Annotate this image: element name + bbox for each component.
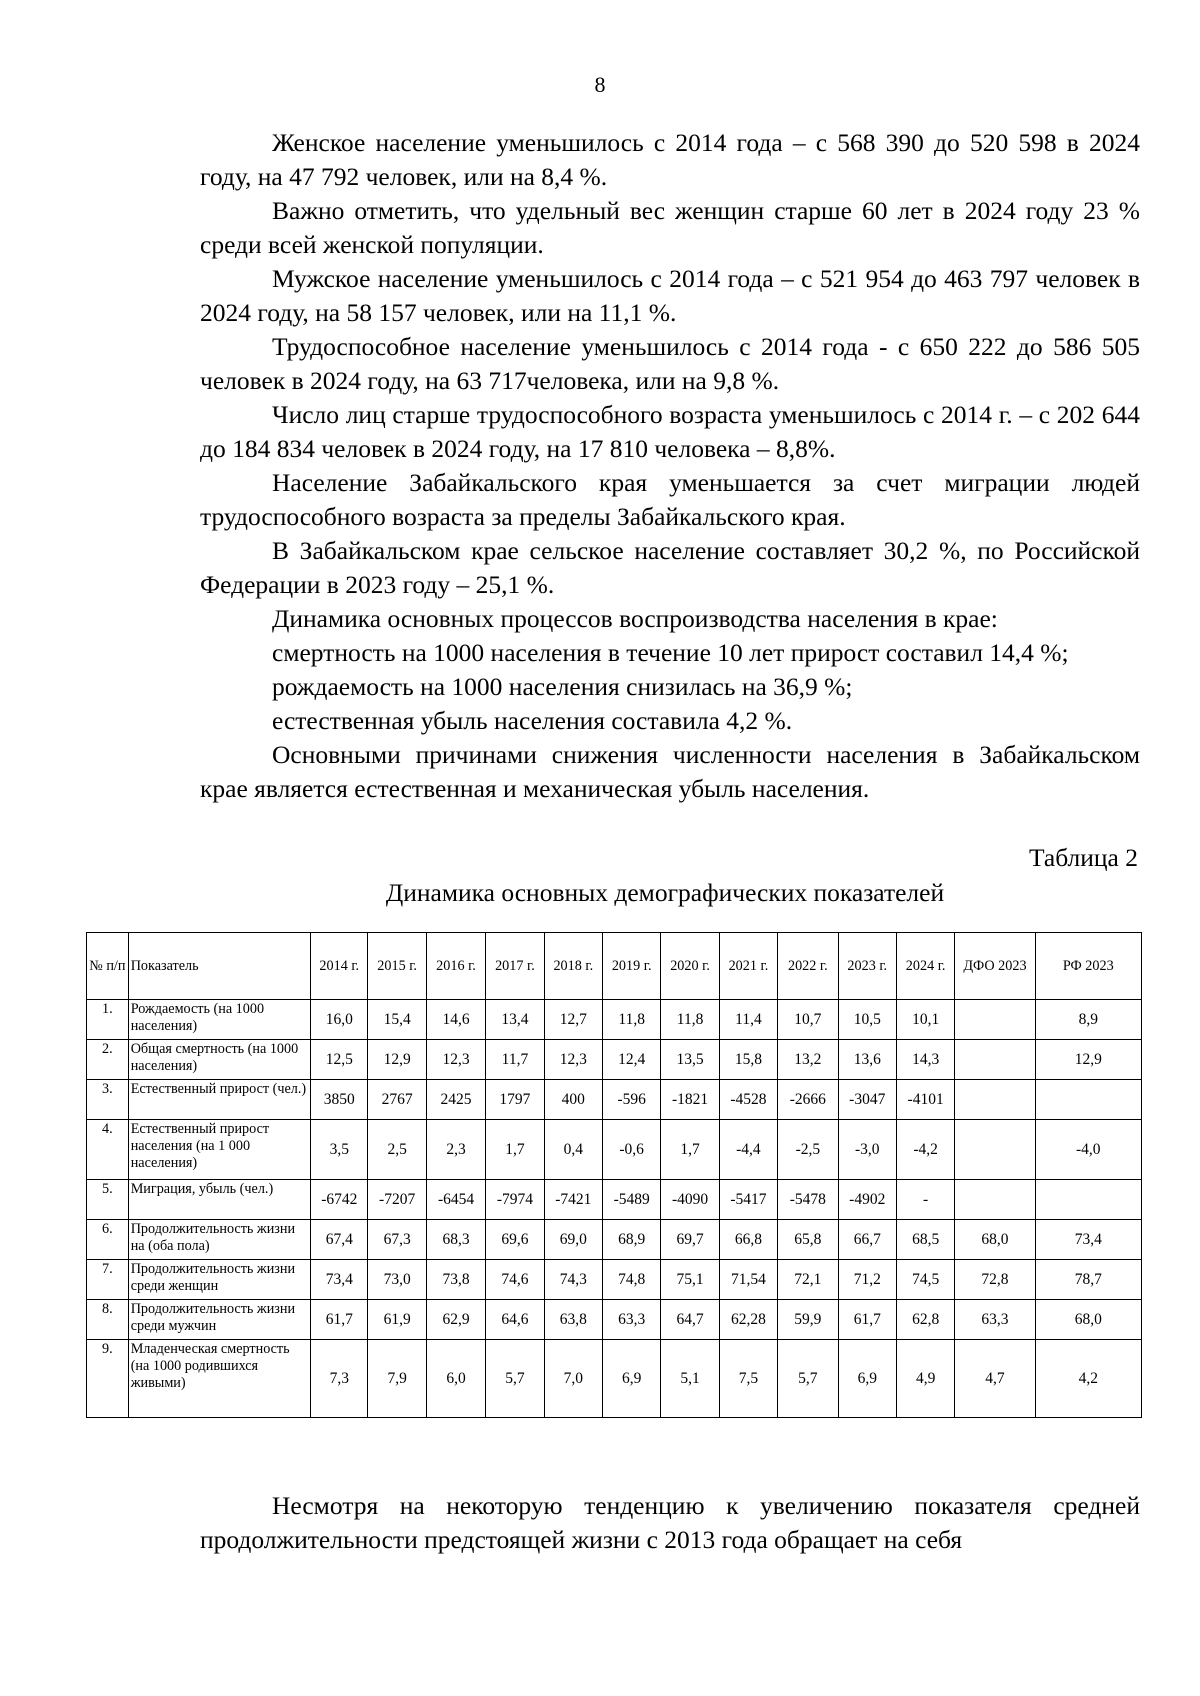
table-cell: 69,7 [661, 1220, 719, 1260]
paragraph: Несмотря на некоторую тенденцию к увеличению показателя средней продолжительности предстоящей жизни с 2013 года обращает на себя [200, 1491, 1140, 1554]
table-cell [955, 1120, 1035, 1180]
table-cell: 1797 [486, 1080, 544, 1120]
table-cell: -5417 [719, 1180, 777, 1220]
table-cell: 11,7 [486, 1040, 544, 1080]
table-cell: 11,8 [602, 1000, 660, 1040]
paragraph: В Забайкальском крае сельское население составляет 30,2 %, по Российской Федерации в 2023 году – 25,1 %. [200, 536, 1140, 599]
header-column: 2014 г. [311, 933, 368, 1000]
table-cell: -4090 [661, 1180, 719, 1220]
table-cell: -1821 [661, 1080, 719, 1120]
table-cell: 12,5 [311, 1040, 368, 1080]
table-cell: 74,3 [544, 1260, 602, 1300]
table-cell: 62,28 [719, 1300, 777, 1340]
table-cell: 71,2 [838, 1260, 896, 1300]
table-cell: 13,4 [486, 1000, 544, 1040]
row-number: 7. [87, 1260, 129, 1300]
table-cell: 400 [544, 1080, 602, 1120]
table-cell: 59,9 [778, 1300, 838, 1340]
row-number: 6. [87, 1220, 129, 1260]
table-cell: -4101 [896, 1080, 954, 1120]
table-cell: 68,3 [426, 1220, 485, 1260]
table-cell: -596 [602, 1080, 660, 1120]
header-column: 2024 г. [896, 933, 954, 1000]
table-cell: 68,0 [955, 1220, 1035, 1260]
table-cell: 5,7 [486, 1340, 544, 1418]
table-cell: 2425 [426, 1080, 485, 1120]
header-indicator: Показатель [128, 933, 310, 1000]
table-cell: 69,0 [544, 1220, 602, 1260]
table-cell: -3,0 [838, 1120, 896, 1180]
table-cell [1035, 1080, 1141, 1120]
row-number: 2. [87, 1040, 129, 1080]
table-cell: 0,4 [544, 1120, 602, 1180]
header-column: 2019 г. [602, 933, 660, 1000]
table-cell: -4,2 [896, 1120, 954, 1180]
table-cell: 15,4 [368, 1000, 426, 1040]
table-cell: 10,5 [838, 1000, 896, 1040]
indicator-name: Продолжительность жизни на (оба пола) [128, 1220, 310, 1260]
table-cell: -5478 [778, 1180, 838, 1220]
table-cell: 78,7 [1035, 1260, 1141, 1300]
table-cell: 12,3 [544, 1040, 602, 1080]
table-cell: - [896, 1180, 954, 1220]
table-cell: 5,1 [661, 1340, 719, 1418]
table-row [87, 1300, 1142, 1340]
table-label: Таблица 2 [1028, 843, 1138, 872]
header-column: 2023 г. [838, 933, 896, 1000]
table-row [87, 1080, 1142, 1120]
row-number: 1. [87, 1000, 129, 1040]
table-cell: -2,5 [778, 1120, 838, 1180]
table-cell: 13,2 [778, 1040, 838, 1080]
indicator-name: Продолжительность жизни среди мужчин [128, 1300, 310, 1340]
table-cell: 74,6 [486, 1260, 544, 1300]
header-column: 2022 г. [778, 933, 838, 1000]
header-column: РФ 2023 [1035, 933, 1141, 1000]
paragraph: Основными причинами снижения численности населения в Забайкальском крае является естественная и механическая убыль населения. [200, 740, 1140, 803]
table-cell: 2,5 [368, 1120, 426, 1180]
table-cell: 71,54 [719, 1260, 777, 1300]
table-cell: 3,5 [311, 1120, 368, 1180]
table-cell: 65,8 [778, 1220, 838, 1260]
table-cell: 61,9 [368, 1300, 426, 1340]
bottom-text [200, 1489, 1140, 1557]
table-title: Динамика основных демографических показателей [385, 878, 945, 907]
paragraph: рождаемость на 1000 населения снизилась на 36,9 %; [272, 672, 853, 701]
table-cell: -2666 [778, 1080, 838, 1120]
table-cell: -0,6 [602, 1120, 660, 1180]
table-cell: 67,4 [311, 1220, 368, 1260]
table-cell: 12,9 [368, 1040, 426, 1080]
table-cell: 12,7 [544, 1000, 602, 1040]
table-row [87, 1120, 1142, 1180]
table-cell: 73,4 [311, 1260, 368, 1300]
row-number: 5. [87, 1180, 129, 1220]
paragraph: естественная убыль населения составила 4,2 %. [272, 706, 793, 735]
paragraph: Динамика основных процессов воспроизводства населения в крае: [272, 604, 998, 633]
paragraph: Число лиц старше трудоспособного возраста уменьшилось с 2014 г. – с 202 644 до 184 834 человек в 2024 году, на 17 810 человека – 8,8%. [200, 400, 1140, 463]
table-cell: 74,8 [602, 1260, 660, 1300]
header-column: 2017 г. [486, 933, 544, 1000]
table-cell: 14,3 [896, 1040, 954, 1080]
table-cell: 7,3 [311, 1340, 368, 1418]
table-cell: -4902 [838, 1180, 896, 1220]
table-cell [1035, 1180, 1141, 1220]
table-row [87, 1340, 1142, 1418]
indicator-name: Общая смертность (на 1000 населения) [128, 1040, 310, 1080]
table-cell: 1,7 [661, 1120, 719, 1180]
table-cell [955, 1040, 1035, 1080]
table-row [87, 1220, 1142, 1260]
table-cell: 63,3 [955, 1300, 1035, 1340]
table-cell: -3047 [838, 1080, 896, 1120]
table-cell: 72,1 [778, 1260, 838, 1300]
table-cell: -7207 [368, 1180, 426, 1220]
table-cell: 4,9 [896, 1340, 954, 1418]
row-number: 9. [87, 1340, 129, 1418]
table-cell: 63,3 [602, 1300, 660, 1340]
table-cell: 68,9 [602, 1220, 660, 1260]
table-cell: 3850 [311, 1080, 368, 1120]
table-cell [955, 1180, 1035, 1220]
table-cell: 74,5 [896, 1260, 954, 1300]
paragraph: Женское население уменьшилось с 2014 года – с 568 390 до 520 598 в 2024 году, на 47 792 человек, или на 8,4 %. [200, 128, 1140, 191]
table-cell: 75,1 [661, 1260, 719, 1300]
table-cell: 15,8 [719, 1040, 777, 1080]
table-cell: 11,8 [661, 1000, 719, 1040]
table-cell: 73,4 [1035, 1220, 1141, 1260]
paragraph: Население Забайкальского края уменьшается за счет миграции людей трудоспособного возраста за пределы Забайкальского края. [200, 468, 1140, 531]
table-cell: 64,6 [486, 1300, 544, 1340]
table-cell: 61,7 [838, 1300, 896, 1340]
row-number: 4. [87, 1120, 129, 1180]
page-number: 8 [594, 72, 606, 97]
table-cell: 4,7 [955, 1340, 1035, 1418]
table-cell: 68,5 [896, 1220, 954, 1260]
indicator-name: Младенческая смертность (на 1000 родившихся живыми) [128, 1340, 310, 1418]
header-column: ДФО 2023 [955, 933, 1035, 1000]
table-cell: 72,8 [955, 1260, 1035, 1300]
table-cell: 13,5 [661, 1040, 719, 1080]
header-column: 2018 г. [544, 933, 602, 1000]
paragraph: смертность на 1000 населения в течение 10 лет прирост составил 14,4 %; [272, 638, 1069, 667]
table-cell: 63,8 [544, 1300, 602, 1340]
table-cell: 7,5 [719, 1340, 777, 1418]
row-number: 8. [87, 1300, 129, 1340]
table-cell: 13,6 [838, 1040, 896, 1080]
table-cell: -5489 [602, 1180, 660, 1220]
header-number: № п/п [87, 933, 129, 1000]
table-cell: 1,7 [486, 1120, 544, 1180]
paragraph: Трудоспособное население уменьшилось с 2014 года - с 650 222 до 586 505 человек в 2024 году, на 63 717человека, или на 9,8 %. [200, 332, 1140, 395]
table-cell: 6,9 [838, 1340, 896, 1418]
table-cell: 7,0 [544, 1340, 602, 1418]
row-number: 3. [87, 1080, 129, 1120]
table-cell: -6454 [426, 1180, 485, 1220]
table-cell: 66,8 [719, 1220, 777, 1260]
indicator-name: Естественный прирост населения (на 1 000 населения) [128, 1120, 310, 1180]
table-row [87, 1000, 1142, 1040]
table-cell: 6,0 [426, 1340, 485, 1418]
table-cell: 12,3 [426, 1040, 485, 1080]
header-column: 2015 г. [368, 933, 426, 1000]
table-cell: -4,4 [719, 1120, 777, 1180]
table-cell: 69,6 [486, 1220, 544, 1260]
table-cell: -7974 [486, 1180, 544, 1220]
table-cell: 10,1 [896, 1000, 954, 1040]
table-cell: 10,7 [778, 1000, 838, 1040]
table-cell: 2767 [368, 1080, 426, 1120]
table-cell: 8,9 [1035, 1000, 1141, 1040]
indicator-name: Миграция, убыль (чел.) [128, 1180, 310, 1220]
indicator-name: Рождаемость (на 1000 населения) [128, 1000, 310, 1040]
table-cell: 73,0 [368, 1260, 426, 1300]
table-cell: 14,6 [426, 1000, 485, 1040]
table-cell [955, 1000, 1035, 1040]
table-cell: 67,3 [368, 1220, 426, 1260]
table-cell: 6,9 [602, 1340, 660, 1418]
header-column: 2020 г. [661, 933, 719, 1000]
table-row [87, 1260, 1142, 1300]
table-body [87, 1000, 1142, 1418]
table-cell: 16,0 [311, 1000, 368, 1040]
table-cell: 68,0 [1035, 1300, 1141, 1340]
table-row [87, 1040, 1142, 1080]
table-cell: 62,8 [896, 1300, 954, 1340]
table-cell [955, 1080, 1035, 1120]
table-cell: -6742 [311, 1180, 368, 1220]
table-cell: 7,9 [368, 1340, 426, 1418]
table-cell: 64,7 [661, 1300, 719, 1340]
table-cell: 11,4 [719, 1000, 777, 1040]
table-cell: 2,3 [426, 1120, 485, 1180]
paragraph: Мужское население уменьшилось с 2014 года – с 521 954 до 463 797 человек в 2024 году, на 58 157 человек, или на 11,1 %. [200, 264, 1140, 327]
table-cell: 12,4 [602, 1040, 660, 1080]
table-cell: 62,9 [426, 1300, 485, 1340]
table-cell: 61,7 [311, 1300, 368, 1340]
table-row [87, 1180, 1142, 1220]
table-cell: -4,0 [1035, 1120, 1141, 1180]
table-cell: -7421 [544, 1180, 602, 1220]
header-column: 2021 г. [719, 933, 777, 1000]
body-text [200, 126, 1140, 806]
indicator-name: Естественный прирост (чел.) [128, 1080, 310, 1120]
table-cell: 4,2 [1035, 1340, 1141, 1418]
indicator-name: Продолжительность жизни среди женщин [128, 1260, 310, 1300]
table-cell: -4528 [719, 1080, 777, 1120]
table-header-row [87, 933, 1142, 1000]
paragraph: Важно отметить, что удельный вес женщин старше 60 лет в 2024 году 23 % среди всей женской популяции. [200, 196, 1140, 259]
header-column: 2016 г. [426, 933, 485, 1000]
table-cell: 5,7 [778, 1340, 838, 1418]
table-cell: 12,9 [1035, 1040, 1141, 1080]
table-cell: 66,7 [838, 1220, 896, 1260]
demographics-table [86, 932, 1142, 1418]
table-cell: 73,8 [426, 1260, 485, 1300]
